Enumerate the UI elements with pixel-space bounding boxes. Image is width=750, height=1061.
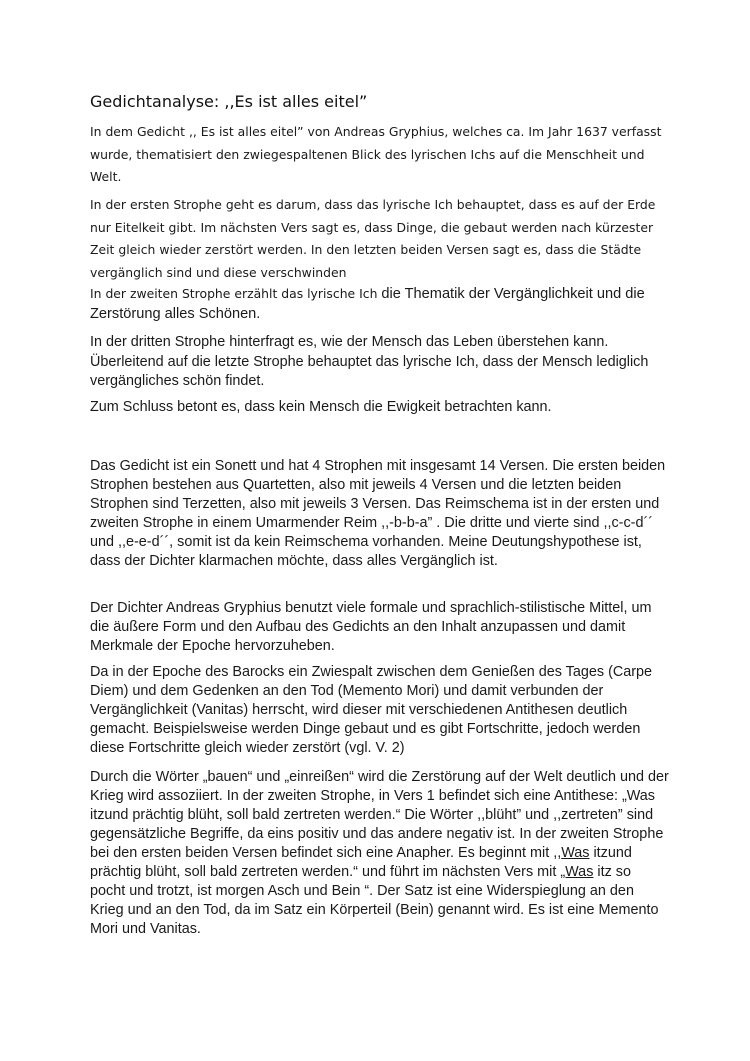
stylistic-means-paragraph: Der Dichter Andreas Gryphius benutzt viele formale und sprachlich-stilistische Mittel, um die äußere Form und den Aufbau des Gedichts an den Inhalt anzupassen und damit Merkmale der Epoche hervorzuheben. [90,600,652,654]
intro-paragraph: In dem Gedicht ,, Es ist alles eitel” von Andreas Gryphius, welches ca. Im Jahr 1637 verfasst wurde, thematisiert den zwiegespaltenen Blick des lyrischen Ichs auf die Menschheit und Welt. [90,124,662,184]
underlined-word-was-2: „Was [560,864,594,880]
strophe-two-part-two: die Thematik der Vergänglichkeit und die Zerstörung alles Schönen. [90,286,645,322]
analysis-text-2: itzund prächtig blüht, soll bald zertreten werden.“ und führt im nächsten Vers mit [90,845,632,880]
analysis-text-3: itz so pocht und trotzt, ist morgen Asch und Bein “. Der Satz ist eine Widerspieglung an den Krieg und an den Tod, da im Satz ein Körperteil (Bein) genannt wird. Es ist eine Memento Mori und Vanitas. [90,864,659,937]
page-title: Gedichtanalyse: ,,Es ist alles eitel” [90,92,368,111]
baroque-paragraph: Da in der Epoche des Barocks ein Zwiespalt zwischen dem Genießen des Tages (Carpe Diem) und dem Gedenken an den Tod (Memento Mori) und damit verbunden der Vergänglichkeit (Vanitas) herrscht, wird dieser mit verschiedenen Antithesen deutlich gemacht. Beispielsweise werden Dinge gebaut und es gibt Fortschritte, jedoch werden diese Fortschritte gleich wieder zerstört (vgl. V. 2) [90,664,653,756]
form-paragraph: Das Gedicht ist ein Sonett und hat 4 Strophen mit insgesamt 14 Versen. Die ersten beiden Strophen bestehen aus Quartetten, also mit jeweils 4 Versen und die letzten beiden Strophen sind Terzetten, also mit jeweils 3 Versen. Das Reimschema ist in der ersten und zweiten Strophe in einem Umarmender Reim ,,-b-b-a” . Die dritte und vierte sind ,,c-c-d´´ und ,,e-e-d´´, somit ist da kein Reimschema vorhanden. Meine Deutungshypothese ist, dass der Dichter klarmachen möchte, dass alles Vergänglich ist. [90,458,666,569]
underlined-word-was-1: Was [561,845,590,861]
strophe-two-paragraph [90,284,670,324]
conclusion-paragraph: Zum Schluss betont es, dass kein Mensch die Ewigkeit betrachten kann. [90,399,552,415]
analysis-text-1: Durch die Wörter „bauen“ und „einreißen“ wird die Zerstörung auf der Welt deutlich und der Krieg wird assoziiert. In der zweiten Strophe, in Vers 1 befindet sich eine Antithese: „Was itzund prächtig blüht, soll bald zertreten werden.“ Die Wörter ,,blüht” und ,,zertreten” sind gegensätzliche Begriffe, da eins positiv und das andere negativ ist. In der zweiten Strophe bei den ersten beiden Versen befindet sich eine Anapher. Es beginnt mit ,, [90,769,669,861]
strophe-one-paragraph: In der ersten Strophe geht es darum, dass das lyrische Ich behauptet, dass es auf der Erde nur Eitelkeit gibt. Im nächsten Vers sagt es, dass Dinge, die gebaut werden nach kürzester Zeit gleich wieder zerstört werden. In den letzten beiden Versen sagt es, dass die Städte vergänglich sind und diese verschwinden [90,197,656,280]
strophe-three-paragraph: In der dritten Strophe hinterfragt es, wie der Mensch das Leben überstehen kann. Überleitend auf die letzte Strophe behauptet das lyrische Ich, dass der Mensch lediglich vergängliches schön findet. [90,334,649,389]
analysis-paragraph [90,768,670,939]
strophe-two-part-one: In der zweiten Strophe erzählt das lyrische Ich [90,286,382,301]
